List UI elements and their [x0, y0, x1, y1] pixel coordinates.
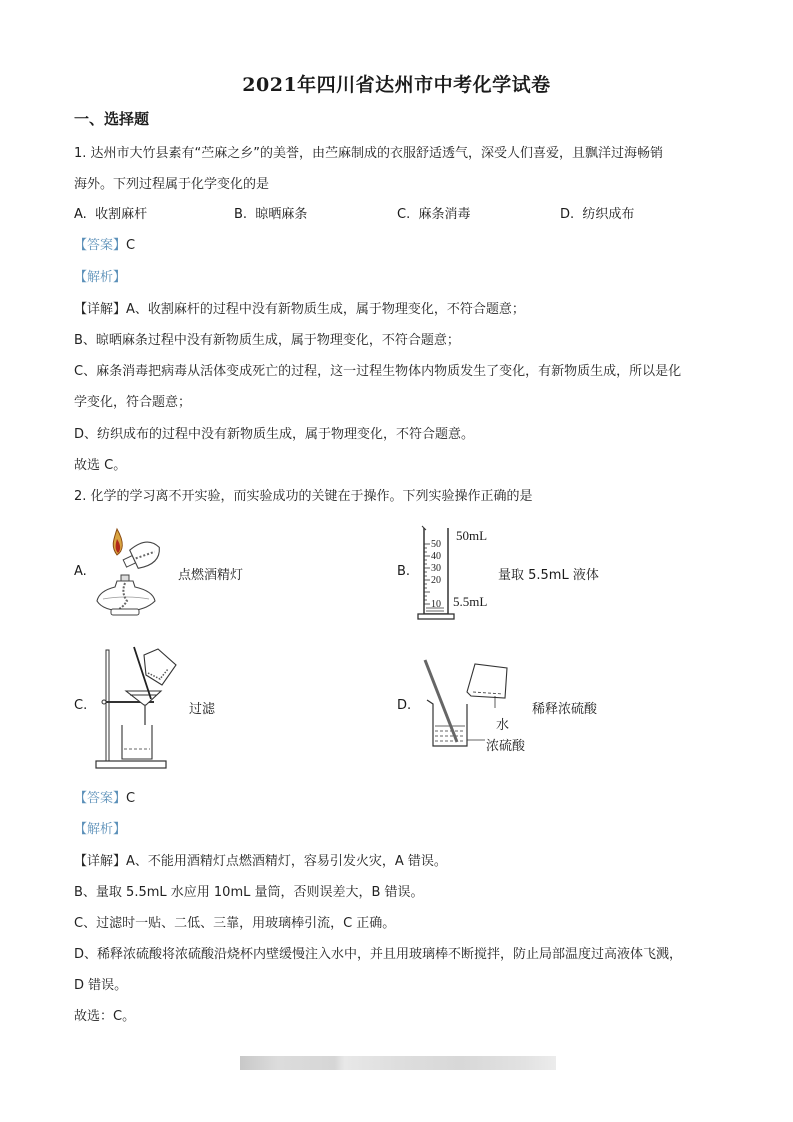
q2-option-b-label: B. — [397, 564, 411, 579]
graduated-cylinder-illustration — [418, 524, 458, 624]
page-title: 2021年四川省达州市中考化学试卷 — [242, 74, 551, 96]
q1-detail-line-1: 【详解】A、收割麻杆的过程中没有新物质生成，属于物理变化，不符合题意； — [74, 302, 525, 317]
answer-tag: 【答案】 — [74, 238, 127, 253]
section-heading: 一、选择题 — [74, 110, 150, 128]
q2-option-c-label: C. — [74, 698, 88, 713]
q2-option-d-label: D. — [397, 698, 412, 713]
q1-stem-line2: 海外。下列过程属于化学变化的是 — [74, 177, 270, 192]
cylinder-level-label: 5.5mL — [453, 594, 488, 609]
q1-detail-line-4: 学变化，符合题意； — [74, 395, 192, 410]
q1-answer — [74, 234, 135, 253]
q2-option-b-caption: 量取 5.5mL 液体 — [498, 568, 599, 583]
q2-analysis-tag: 【解析】 — [74, 822, 127, 837]
q1-option-a: A. 收割麻杆 — [74, 207, 148, 222]
q2-detail-line-4: D、稀释浓硫酸将浓硫酸沿烧杯内壁缓慢注入水中，并且用玻璃棒不断搅拌，防止局部温度过高液体飞溅， — [74, 947, 683, 962]
svg-text:20: 20 — [431, 575, 441, 586]
q1-detail-line-2: B、晾晒麻条过程中没有新物质生成，属于物理变化，不符合题意； — [74, 333, 460, 348]
q2-option-c-caption: 过滤 — [189, 702, 216, 717]
q2-answer — [74, 787, 135, 806]
q2-option-a-caption: 点燃酒精灯 — [178, 568, 244, 583]
alcohol-lamp-illustration — [95, 525, 175, 617]
answer-tag: 【答案】 — [74, 791, 127, 806]
answer-value: C — [126, 791, 136, 806]
q1-stem-line1: 1. 达州市大竹县素有“苎麻之乡”的美誉，由苎麻制成的衣服舒适透气，深受人们喜爱，且飘洋过海畅销 — [74, 146, 664, 161]
answer-value: C — [126, 238, 136, 253]
svg-text:10: 10 — [431, 599, 441, 610]
q1-analysis-tag: 【解析】 — [74, 270, 127, 285]
redacted-footer-bar — [240, 1056, 556, 1070]
q1-option-c: C. 麻条消毒 — [397, 207, 471, 222]
q2-detail-line-2: B、量取 5.5mL 水应用 10mL 量筒，否则误差大，B 错误。 — [74, 885, 424, 900]
q2-option-a-label: A. — [74, 564, 87, 579]
q1-detail-line-6: 故选 C。 — [74, 458, 127, 473]
svg-text:40: 40 — [431, 551, 441, 562]
filtration-illustration — [96, 645, 176, 770]
q1-detail-line-3: C、麻条消毒把病毒从活体变成死亡的过程，这一过程生物体内物质发生了变化，有新物质生成，所以是化 — [74, 364, 682, 379]
acid-label: 浓硫酸 — [486, 739, 526, 754]
q1-option-d: D. 纺织成布 — [560, 207, 635, 222]
q2-option-d-caption: 稀释浓硫酸 — [532, 702, 598, 717]
q2-stem: 2. 化学的学习离不开实验，而实验成功的关键在于操作。下列实验操作正确的是 — [74, 489, 533, 504]
water-label: 水 — [496, 718, 510, 733]
svg-text:50: 50 — [431, 539, 441, 550]
cylinder-top-label: 50mL — [456, 528, 488, 543]
q2-detail-line-3: C、过滤时一贴、二低、三靠，用玻璃棒引流，C 正确。 — [74, 916, 396, 931]
svg-text:30: 30 — [431, 563, 441, 574]
q2-detail-line-6: 故选：C。 — [74, 1009, 136, 1024]
q1-detail-line-5: D、纺织成布的过程中没有新物质生成，属于物理变化，不符合题意。 — [74, 427, 475, 442]
q1-option-b: B. 晾晒麻条 — [234, 207, 308, 222]
q2-detail-line-1: 【详解】A、不能用酒精灯点燃酒精灯，容易引发火灾，A 错误。 — [74, 854, 447, 869]
q2-detail-line-5: D 错误。 — [74, 978, 128, 993]
